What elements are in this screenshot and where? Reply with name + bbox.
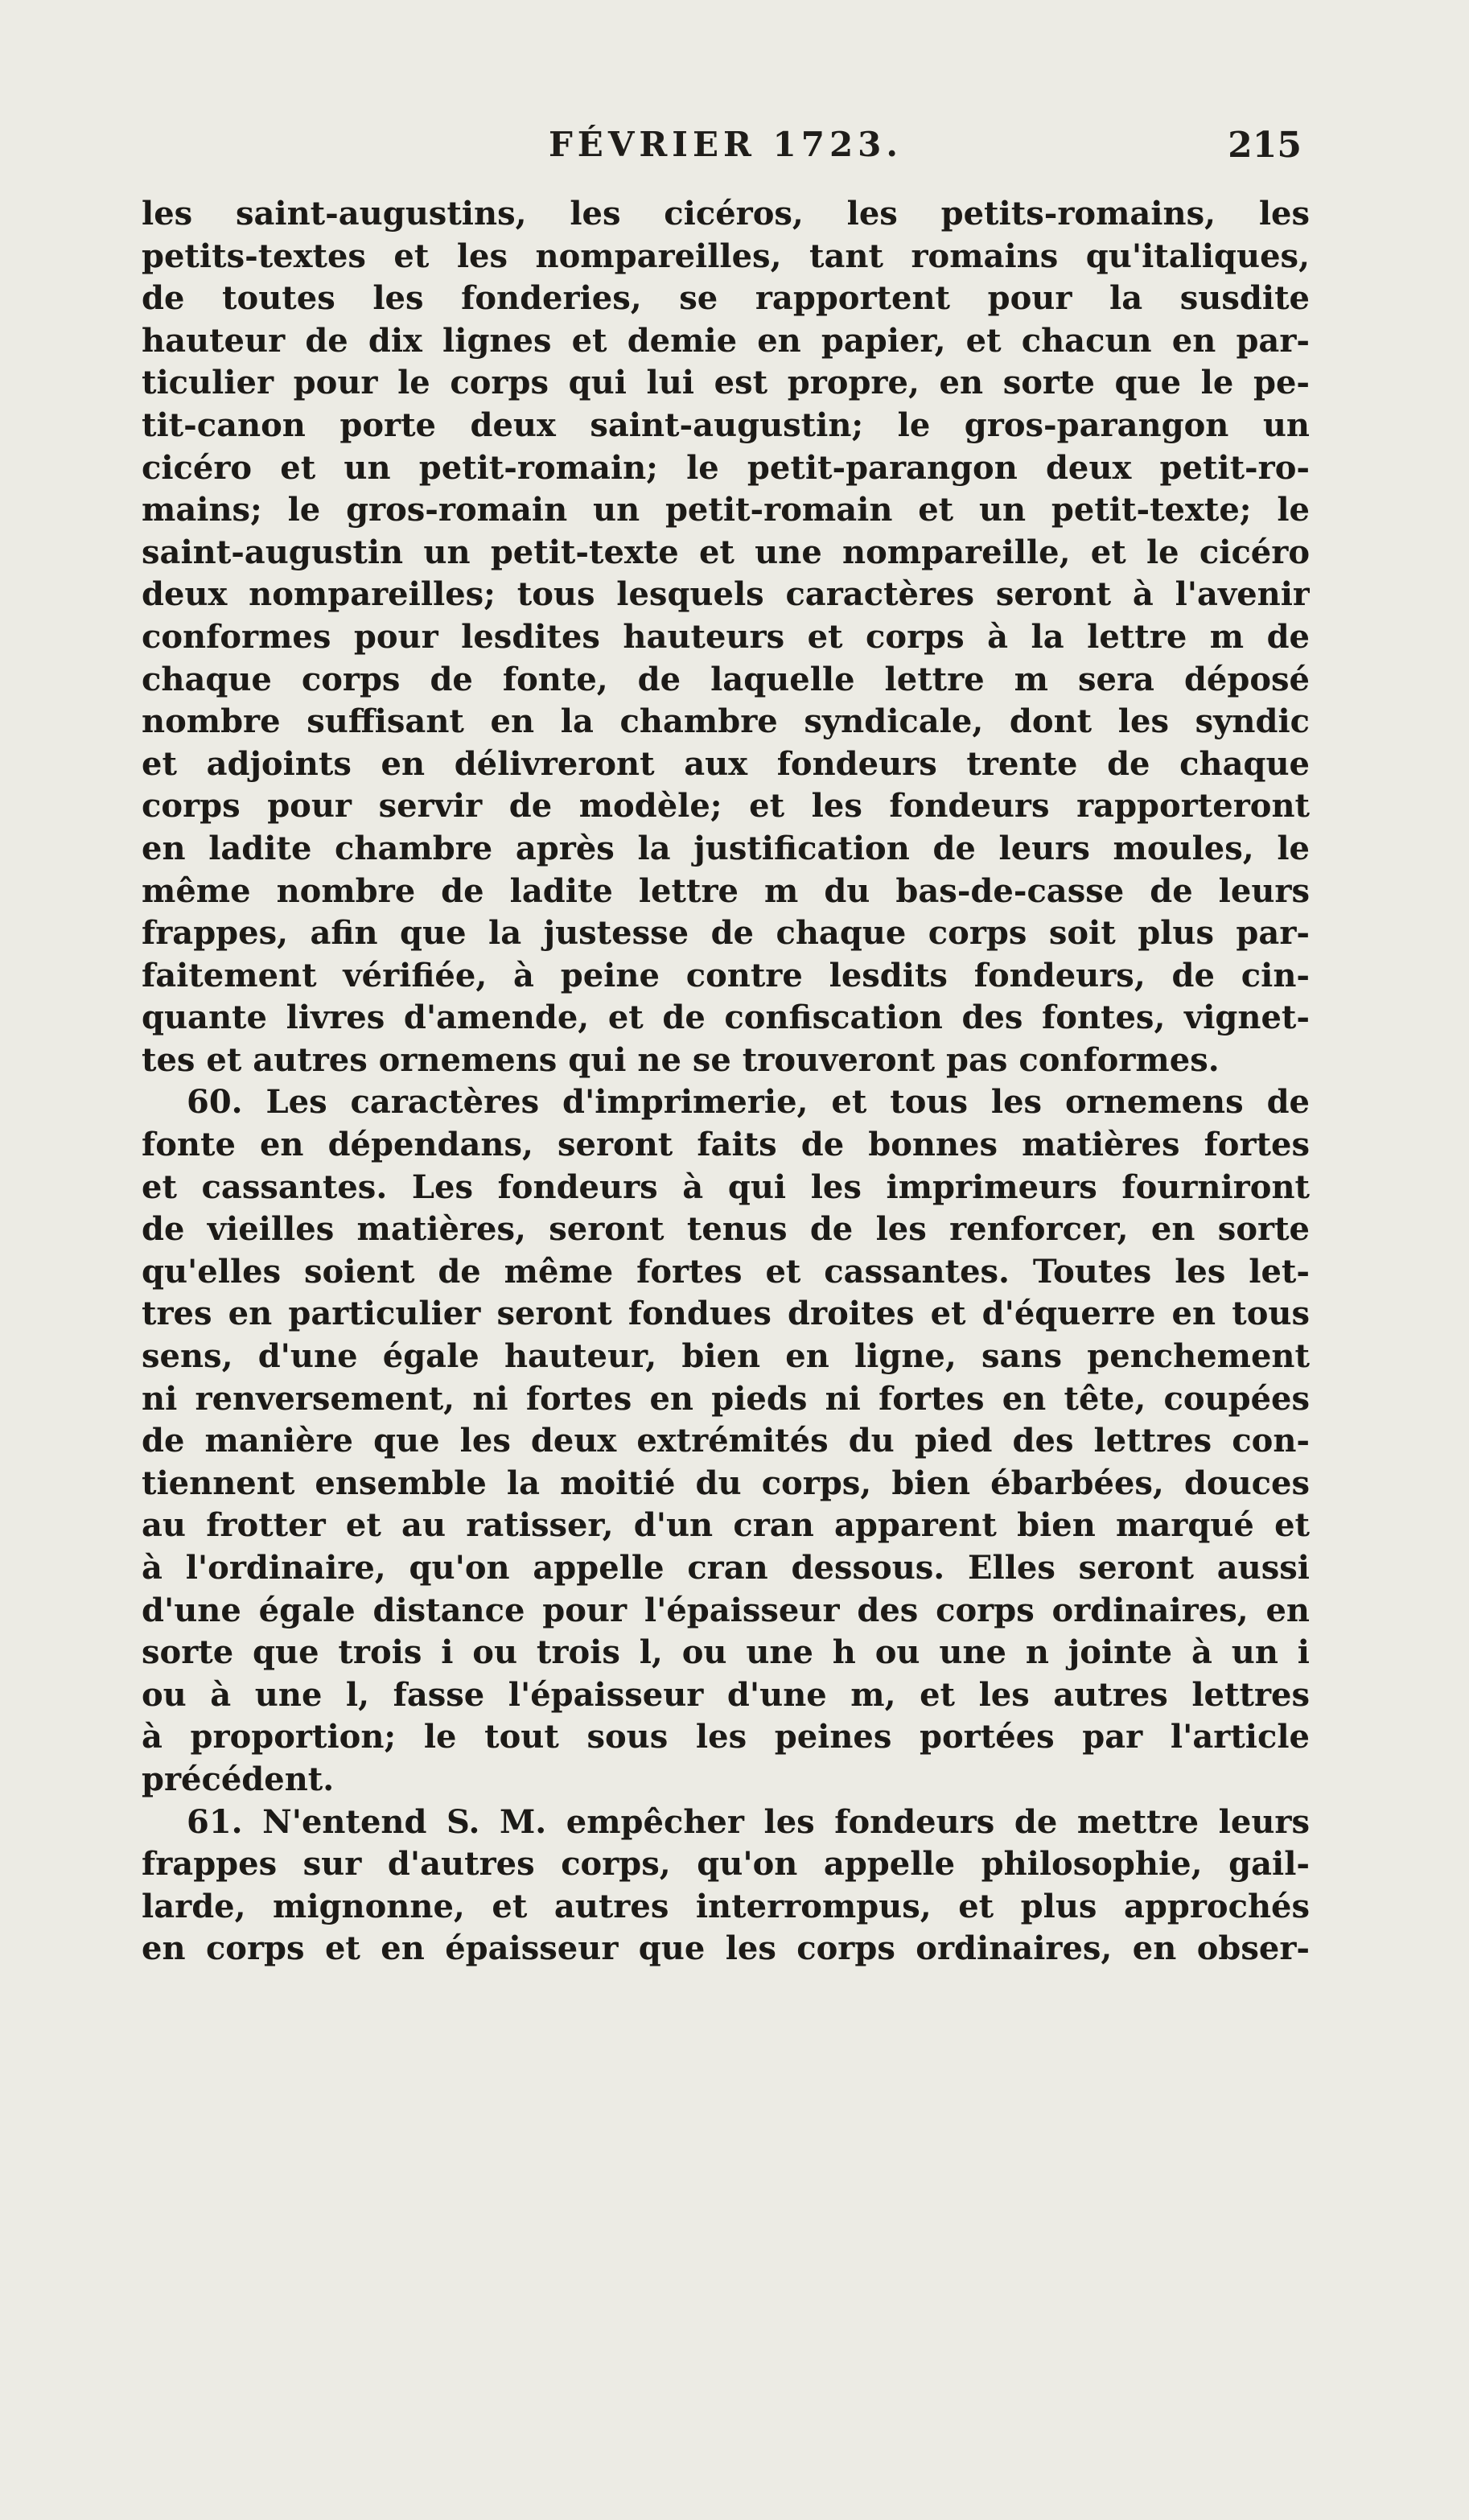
body-text: [142, 193, 1310, 1970]
text-line: d'une égale distance pour l'épaisseur des corps ordinaires, en: [142, 1591, 1310, 1629]
text-line: même nombre de ladite lettre m du bas-de-casse de leurs: [142, 871, 1310, 910]
text-line: de toutes les fonderies, se rapportent pour la susdite: [142, 279, 1310, 318]
text-line: qu'elles soient de même fortes et cassantes. Toutes les let-: [142, 1252, 1310, 1291]
text-line: en ladite chambre après la justification de leurs moules, le: [142, 829, 1310, 867]
text-line: les saint-augustins, les cicéros, les petits-romains, les: [142, 195, 1310, 233]
text-line: tit-canon porte deux saint-augustin; le gros-parangon un: [142, 406, 1310, 444]
text-line: tes et autres ornemens qui ne se trouveront pas conformes.: [142, 1040, 1220, 1079]
running-title: FÉVRIER 1723.: [548, 125, 903, 164]
text-line: à l'ordinaire, qu'on appelle cran dessous. Elles seront aussi: [142, 1549, 1310, 1587]
text-line: de manière que les deux extrémités du pied des lettres con-: [142, 1422, 1310, 1460]
text-line: ni renversement, ni fortes en pieds ni fortes en tête, coupées: [142, 1379, 1310, 1418]
text-line: nombre suffisant en la chambre syndicale, dont les syndic: [142, 702, 1310, 741]
text-line: hauteur de dix lignes et demie en papier, et chacun en par-: [142, 321, 1310, 360]
text-line: frappes, afin que la justesse de chaque corps soit plus par-: [142, 914, 1310, 953]
text-line: fonte en dépendans, seront faits de bonnes matières fortes: [142, 1126, 1310, 1164]
text-line: larde, mignonne, et autres interrompus, et plus approchés: [142, 1887, 1310, 1925]
text-line: saint-augustin un petit-texte et une nompareille, et le cicéro: [142, 533, 1310, 571]
page-header: [142, 125, 1310, 181]
text-line: en corps et en épaisseur que les corps ordinaires, en obser-: [142, 1929, 1310, 1968]
text-line: précédent.: [142, 1760, 335, 1798]
text-line: sorte que trois i ou trois l, ou une h ou une n jointe à un i: [142, 1633, 1310, 1672]
text-line: cicéro et un petit-romain; le petit-parangon deux petit-ro-: [142, 448, 1310, 487]
text-line: quante livres d'amende, et de confiscation des fontes, vignet-: [142, 999, 1310, 1037]
text-line: à proportion; le tout sous les peines portées par l'article: [142, 1718, 1310, 1756]
text-line: corps pour servir de modèle; et les fondeurs rapporteront: [142, 787, 1310, 826]
text-line: et cassantes. Les fondeurs à qui les imprimeurs fourniront: [142, 1167, 1310, 1206]
text-line: de vieilles matières, seront tenus de les renforcer, en sorte: [142, 1210, 1310, 1249]
page-number: 215: [1228, 125, 1302, 166]
text-line: deux nompareilles; tous lesquels caractères seront à l'avenir: [142, 575, 1310, 614]
text-line: mains; le gros-romain un petit-romain et un petit-texte; le: [142, 491, 1310, 529]
text-line: tiennent ensemble la moitié du corps, bien ébarbées, douces: [142, 1464, 1310, 1502]
text-line: sens, d'une égale hauteur, bien en ligne, sans penchement: [142, 1337, 1310, 1376]
text-line: ou à une l, fasse l'épaisseur d'une m, et les autres lettres: [142, 1675, 1310, 1714]
text-line: frappes sur d'autres corps, qu'on appelle philosophie, gail-: [142, 1845, 1310, 1884]
text-line: faitement vérifiée, à peine contre lesdits fondeurs, de cin-: [142, 956, 1310, 994]
text-line: conformes pour lesdites hauteurs et corps à la lettre m de: [142, 617, 1310, 656]
text-line: au frotter et au ratisser, d'un cran apparent bien marqué et: [142, 1506, 1310, 1545]
text-line: tres en particulier seront fondues droites et d'équerre en tous: [142, 1295, 1310, 1333]
text-line: et adjoints en délivreront aux fondeurs trente de chaque: [142, 744, 1310, 783]
text-line: petits-textes et les nompareilles, tant romains qu'italiques,: [142, 237, 1310, 275]
paragraph-60-start: 60. Les caractères d'imprimerie, et tous les ornemens de: [187, 1083, 1310, 1122]
paragraph-61-start: 61. N'entend S. M. empêcher les fondeurs de mettre leurs: [187, 1802, 1310, 1841]
text-line: ticulier pour le corps qui lui est propre, en sorte que le pe-: [142, 364, 1310, 402]
text-line: chaque corps de fonte, de laquelle lettre m sera déposé: [142, 660, 1310, 698]
